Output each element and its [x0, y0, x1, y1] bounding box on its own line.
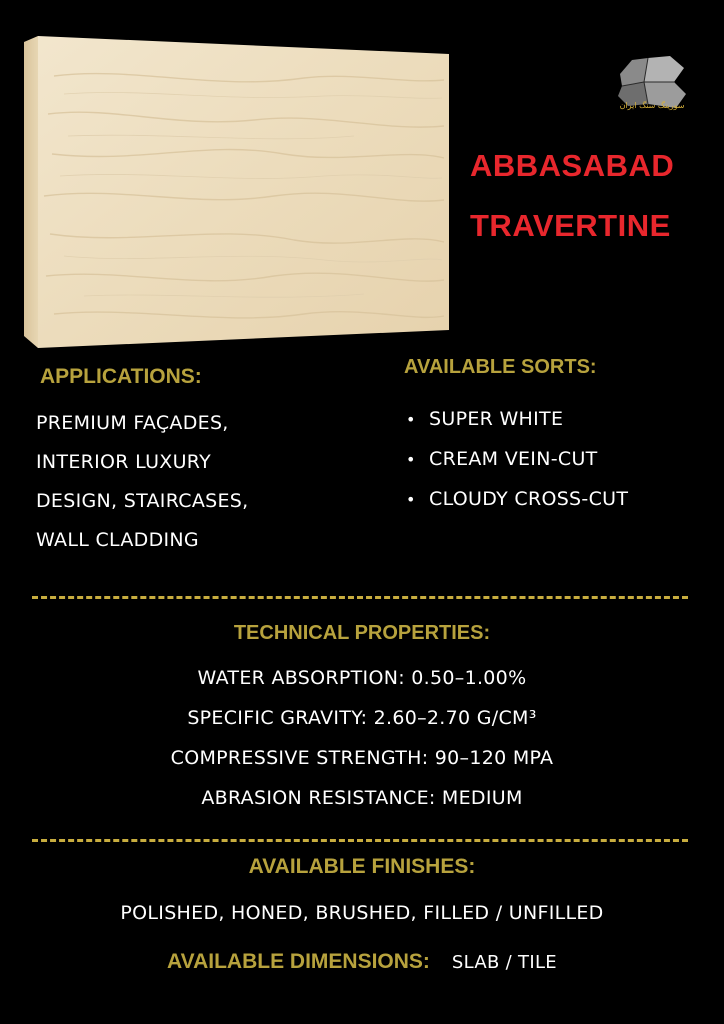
- list-item: [406, 479, 628, 519]
- applications-text: [36, 404, 346, 560]
- list-item: [406, 439, 628, 479]
- sorts-heading: AVAILABLE SORTS:: [404, 356, 597, 378]
- sort-label: CREAM VEIN-CUT: [429, 448, 598, 470]
- bullet-icon: •: [406, 450, 416, 469]
- list-item: [406, 399, 628, 439]
- technical-heading: TECHNICAL PROPERTIES:: [233, 622, 491, 644]
- applications-line: INTERIOR LUXURY: [36, 451, 211, 473]
- product-title-line-1: ABBASABAD: [470, 148, 675, 183]
- applications-heading: APPLICATIONS:: [40, 365, 202, 388]
- applications-line: WALL CLADDING: [36, 529, 199, 551]
- sort-label: SUPER WHITE: [429, 408, 564, 430]
- technical-property: ABRASION RESISTANCE: MEDIUM: [201, 787, 523, 809]
- technical-property: COMPRESSIVE STRENGTH: 90–120 MPA: [170, 747, 554, 769]
- dashed-divider: [32, 596, 688, 599]
- applications-line: PREMIUM FAÇADES,: [36, 412, 229, 434]
- technical-property: SPECIFIC GRAVITY: 2.60–2.70 G/CM³: [187, 707, 537, 729]
- bullet-icon: •: [406, 490, 416, 509]
- dimensions-label: AVAILABLE DIMENSIONS:: [167, 950, 430, 973]
- applications-line: DESIGN, STAIRCASES,: [36, 490, 249, 512]
- sort-label: CLOUDY CROSS-CUT: [429, 488, 629, 510]
- product-title-line-2: TRAVERTINE: [470, 208, 671, 243]
- sorts-list: [406, 399, 628, 519]
- brand-logo-text: سورینگ سنگ ایران: [619, 101, 685, 110]
- finishes-heading: AVAILABLE FINISHES:: [248, 855, 476, 878]
- bullet-icon: •: [406, 410, 416, 429]
- dimensions-value: SLAB / TILE: [451, 952, 557, 973]
- travertine-slab-image: [24, 36, 449, 348]
- dashed-divider: [32, 839, 688, 842]
- finishes-text: POLISHED, HONED, BRUSHED, FILLED / UNFILLED: [120, 902, 604, 924]
- dimensions-row: [0, 950, 724, 974]
- technical-property: WATER ABSORPTION: 0.50–1.00%: [197, 667, 527, 689]
- technical-properties-list: [0, 658, 724, 818]
